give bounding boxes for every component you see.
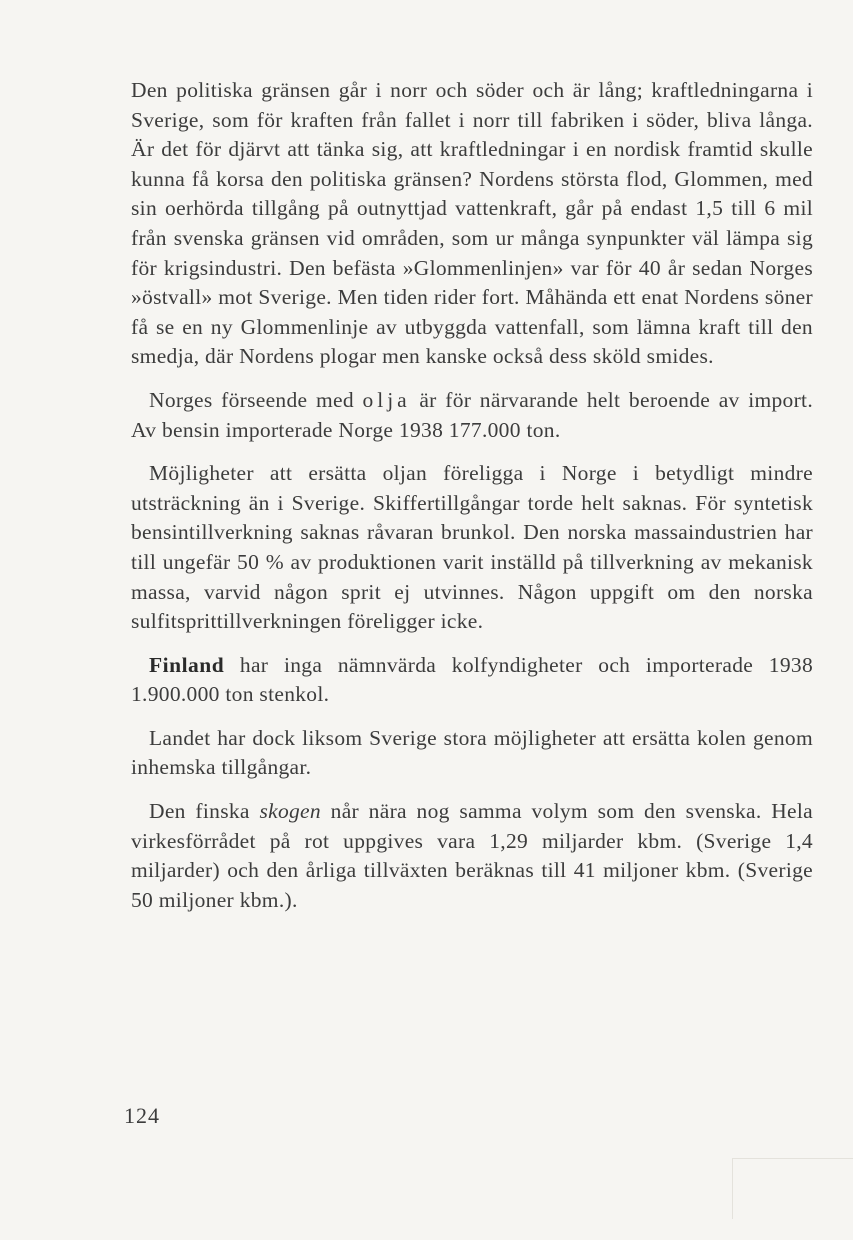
paragraph-oil xyxy=(131,386,813,445)
scan-corner-mark xyxy=(732,1158,853,1219)
paragraph-possibilities: Möjligheter att ersätta oljan föreligga i Norge i betydligt mindre utsträckning än i Sverige. Skiffertillgångar torde helt saknas. För syntetisk bensintillverkning saknas råvaran brunkol. Den norska massaindustrien har till ungefär 50 % av produktionen varit inställd på tillverkning av mekanisk massa, varvid någon sprit ej utvinnes. Någon uppgift om den norska sulfitsprittillverkningen föreligger icke. xyxy=(131,461,813,634)
paragraph-finland xyxy=(131,651,813,710)
paragraph-forest-lead: Den finska xyxy=(149,799,260,824)
italic-word-skogen: skogen xyxy=(259,799,321,824)
paragraph-finland-rest: har inga nämnvärda kolfyndigheter och importerade 1938 1.900.000 ton stenkol. xyxy=(131,652,813,707)
heading-word-finland: Finland xyxy=(149,652,225,677)
body-text xyxy=(131,76,813,929)
paragraph-landet: Landet har dock liksom Sverige stora möjligheter att ersätta kolen genom inhemska tillgångar. xyxy=(131,725,813,780)
spaced-word-olja: olja xyxy=(362,387,411,412)
paragraph-glommen: Den politiska gränsen går i norr och söder och är lång; kraftledningarna i Sverige, som för kraften från fallet i norr till fabriken i söder, bliva långa. Är det för djärvt att tänka sig, att kraftledningar i en nordisk framtid skulle kunna få korsa den politiska gränsen? Nordens största flod, Glommen, med sin oerhörda tillgång på outnyttjad vattenkraft, går på endast 1,5 till 6 mil från svenska gränsen vid områden, som ur många synpunkter väl lämpa sig för krigsindustri. Den befästa »Glommenlinjen» var för 40 år sedan Norges »östvall» mot Sverige. Men tiden rider fort. Måhända ett enat Nordens söner få se en ny Glommenlinje av utbyggda vattenfall, som lämna kraft till den smedja, där Nordens plogar men kanske också dess sköld smides. xyxy=(131,78,813,369)
paragraph-forest xyxy=(131,797,813,915)
paragraph-oil-rest: är för närvarande helt beroende av import. Av bensin importerade Norge 1938 177.000 ton. xyxy=(131,387,813,442)
paragraph-oil-lead: Norges förseende med xyxy=(149,387,363,412)
paragraph-forest-rest: når nära nog samma volym som den svenska. Hela virkesförrådet på rot uppgives vara 1,29 miljarder kbm. (Sverige 1,4 miljarder) och den årliga tillväxten beräknas till 41 miljoner kbm. (Sverige 50 miljoner kbm.). xyxy=(131,799,813,912)
page-number: 124 xyxy=(124,1103,160,1128)
